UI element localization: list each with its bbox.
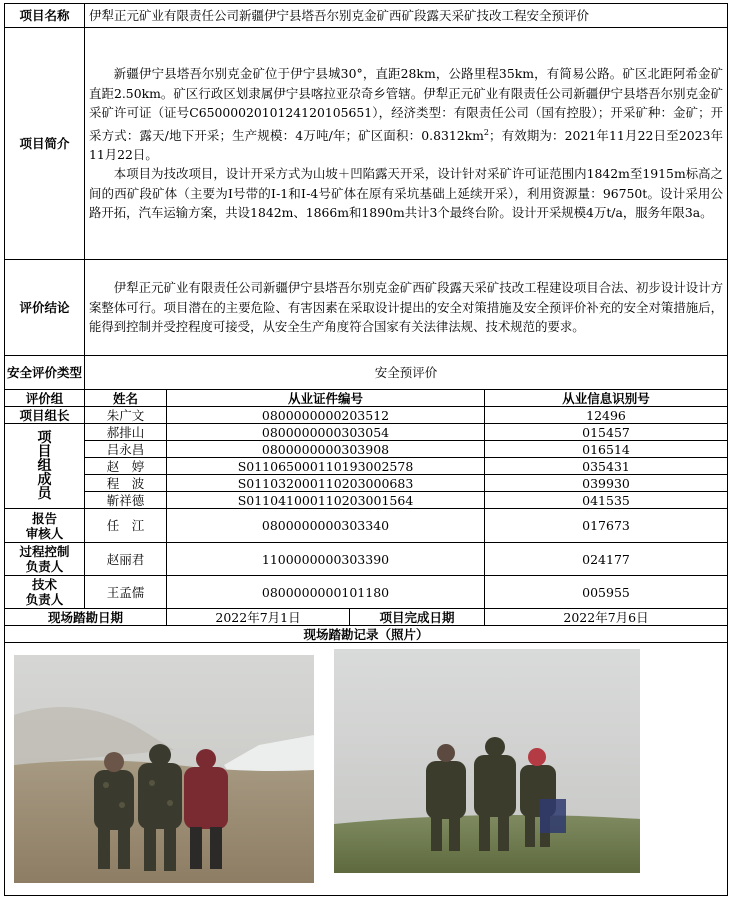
member-name: 郝排山 <box>85 424 167 441</box>
member-cert: S011041000110203001564 <box>167 492 485 509</box>
role-line-1: 报告 <box>31 510 57 526</box>
complete-date-label: 项目完成日期 <box>350 609 485 626</box>
photos-cell <box>5 643 728 896</box>
table-row <box>5 509 728 543</box>
photos-section-title: 现场踏勘记录（照片） <box>5 626 728 643</box>
technical-cert: 0800000000101180 <box>167 576 485 609</box>
team-header-cert: 从业证件编号 <box>167 390 485 407</box>
project-name-label: 项目名称 <box>5 4 85 28</box>
intro-p1-validity: ；有效期为：2021年11月22日至2023年11月22日。 <box>89 127 724 163</box>
process-control-id: 024177 <box>485 543 728 576</box>
technical-role <box>5 576 85 609</box>
member-id: 039930 <box>485 475 728 492</box>
project-intro-label: 项目简介 <box>5 28 85 260</box>
member-name: 赵 婷 <box>85 458 167 475</box>
survey-date-label: 现场踏勘日期 <box>5 609 167 626</box>
members-role-char: 目 <box>37 444 52 460</box>
member-cert: S011032000110203000683 <box>167 475 485 492</box>
member-id: 035431 <box>485 458 728 475</box>
leader-role: 项目组长 <box>5 407 85 424</box>
table-row <box>5 441 728 458</box>
table-row <box>5 475 728 492</box>
role-line-2: 负责人 <box>25 592 64 607</box>
leader-id: 12496 <box>485 407 728 424</box>
table-row <box>5 424 728 441</box>
team-header-id: 从业信息识别号 <box>485 390 728 407</box>
member-cert: 0800000000303054 <box>167 424 485 441</box>
role-line-2: 负责人 <box>25 559 64 574</box>
process-control-name: 赵丽君 <box>85 543 167 576</box>
site-survey-photo-1 <box>14 655 314 883</box>
member-cert: S011065000110193002578 <box>167 458 485 475</box>
table-row <box>5 407 728 424</box>
member-name: 吕永昌 <box>85 441 167 458</box>
conclusion-cell <box>85 260 728 356</box>
member-id: 015457 <box>485 424 728 441</box>
reviewer-id: 017673 <box>485 509 728 543</box>
survey-date-value: 2022年7月1日 <box>167 609 350 626</box>
member-id: 016514 <box>485 441 728 458</box>
conclusion-text: 伊犁正元矿业有限责任公司新疆伊宁县塔吾尔别克金矿西矿段露天采矿技改工程建设项目合法、初步设计设计方案整体可行。项目潜在的主要危险、有害因素在采取设计提出的安全对策措施及安全预评价补充的安全对策措施后，能得到控制并受控程度可接受，从安全生产角度符合国家有关法律法规、技术规范的要求。 <box>89 280 724 335</box>
technical-id: 005955 <box>485 576 728 609</box>
role-line-2: 审核人 <box>25 525 64 541</box>
project-intro <box>85 28 728 260</box>
reviewer-role <box>5 509 85 543</box>
table-row <box>5 458 728 475</box>
member-name: 靳祥德 <box>85 492 167 509</box>
leader-cert: 0800000000203512 <box>167 407 485 424</box>
complete-date-value: 2022年7月6日 <box>485 609 728 626</box>
evaluation-type-value: 安全预评价 <box>85 356 728 390</box>
table-row <box>5 576 728 609</box>
evaluation-type-label: 安全评价类型 <box>5 356 85 390</box>
member-cert: 0800000000303908 <box>167 441 485 458</box>
project-name-value: 伊犁正元矿业有限责任公司新疆伊宁县塔吾尔别克金矿西矿段露天采矿技改工程安全预评价 <box>85 4 728 28</box>
reviewer-name: 任 江 <box>85 509 167 543</box>
members-role-char: 组 <box>37 458 52 474</box>
leader-name: 朱广文 <box>85 407 167 424</box>
area-unit-superscript: 2 <box>483 127 489 137</box>
members-role-char: 项 <box>37 430 52 446</box>
project-intro-paragraph-1 <box>89 64 723 164</box>
team-header-group: 评价组 <box>5 390 85 407</box>
members-role <box>5 424 85 509</box>
role-line-1: 过程控制 <box>19 544 70 559</box>
reviewer-cert: 0800000000303340 <box>167 509 485 543</box>
team-header-name: 姓名 <box>85 390 167 407</box>
process-control-cert: 1100000000303390 <box>167 543 485 576</box>
evaluation-form-table <box>4 3 728 896</box>
members-role-char: 员 <box>37 486 52 502</box>
technical-name: 王孟儒 <box>85 576 167 609</box>
conclusion-label: 评价结论 <box>5 260 85 356</box>
process-control-role <box>5 543 85 576</box>
members-role-char: 成 <box>37 472 52 488</box>
member-name: 程 波 <box>85 475 167 492</box>
project-intro-paragraph-2: 本项目为技改项目，设计开采方式为山坡＋凹陷露天开采，设计针对采矿许可证范围内1842m至1915m标高之间的西矿段矿体（主要为Ⅰ号带的Ⅰ-1和Ⅰ-4号矿体在原有采坑基础上延续开采），利用资源量：96750t。设计采用公路开拓，汽车运输方案，共设1842m、1866m和1890m共计3个最终台阶。设计开采规模4万t/a，服务年限3a。 <box>89 166 724 221</box>
site-survey-photo-2 <box>334 649 640 873</box>
member-id: 041535 <box>485 492 728 509</box>
table-row <box>5 492 728 509</box>
intro-p1-text: 新疆伊宁县塔吾尔别克金矿位于伊宁县城30°，直距28km，公路里程35km，有简易公路。矿区北距阿希金矿直距2.50km。矿区行政区划隶属伊宁县喀拉亚尕奇乡管辖。伊犁正元矿业有限责任公司新疆伊宁县塔吾尔别克金矿采矿许可证（证号C6500002010124120105651），经济类型：有限责任公司（国有控股）；开采矿种：金矿；开采方式：露天/地下开采；生产规模：4万吨/年；矿区面积：0.8312km <box>89 66 724 143</box>
table-row <box>5 543 728 576</box>
role-line-1: 技术 <box>31 577 57 592</box>
